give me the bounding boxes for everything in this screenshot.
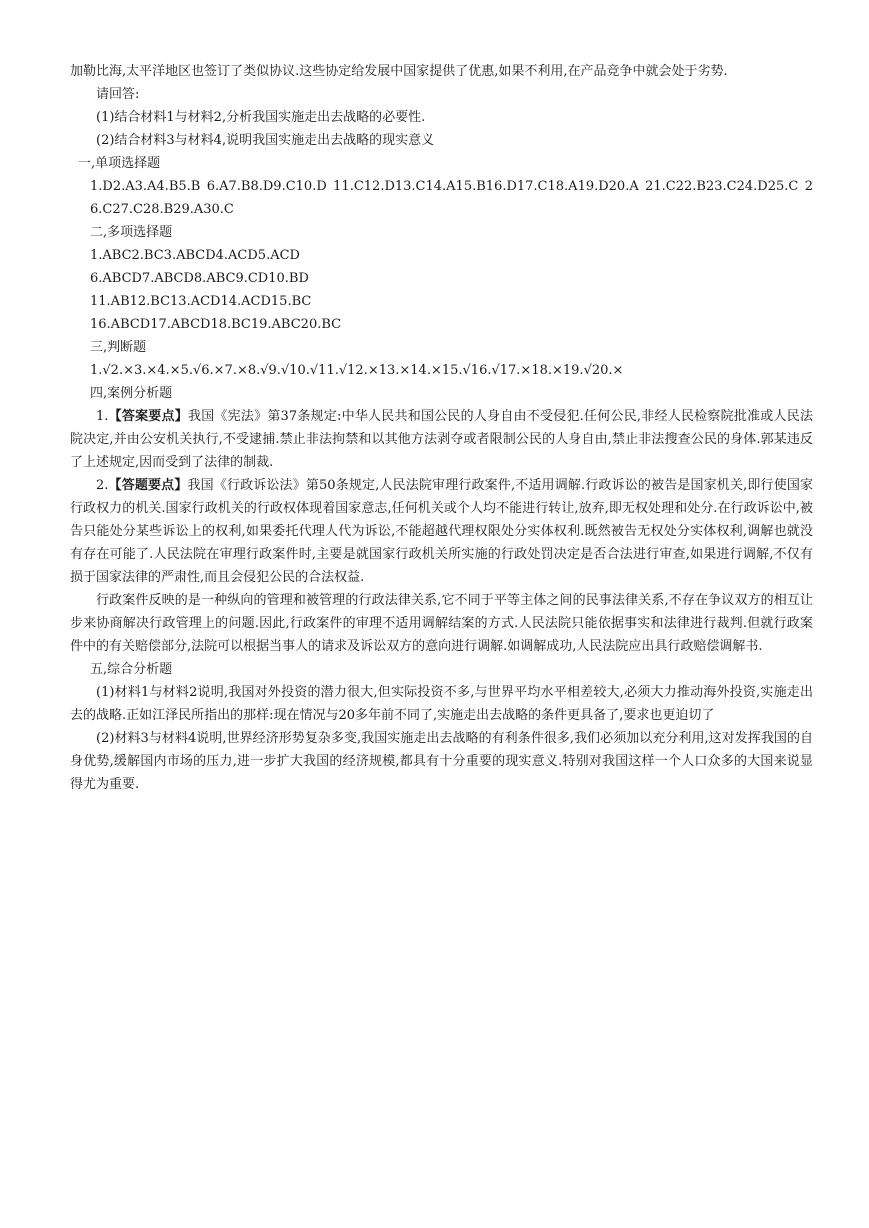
multiple-choice-answers-line-1: 1.ABC2.BC3.ABCD4.ACD5.ACD bbox=[90, 248, 300, 263]
question-1: (1)结合材料1与材料2,分析我国实施走出去战略的必要性. bbox=[96, 110, 426, 125]
section-true-false-heading: 三,判断题 bbox=[90, 340, 147, 355]
section-multiple-choice-heading: 二,多项选择题 bbox=[90, 225, 173, 240]
multiple-choice-answers-line-3: 11.AB12.BC13.ACD14.ACD15.BC bbox=[90, 294, 312, 309]
section-comprehensive-analysis-heading: 五,综合分析题 bbox=[90, 662, 173, 677]
case-answer-1 bbox=[70, 405, 813, 474]
question-prompt: 请回答: bbox=[96, 87, 140, 102]
multiple-choice-answers-line-4: 16.ABCD17.ABCD18.BC19.ABC20.BC bbox=[90, 317, 342, 332]
section-case-analysis-heading: 四,案例分析题 bbox=[90, 386, 173, 401]
comprehensive-answer-2: (2)材料3与材料4说明,世界经济形势复杂多变,我国实施走出去战略的有利条件很多,我们必须加以充分利用,这对发挥我国的自身优势,缓解国内市场的压力,进一步扩大我国的经济规模,都具有十分重要的现实意义.特别对我国这样一个人口众多的大国来说显得尤为重要. bbox=[70, 731, 813, 792]
case-answer-2-key-label: 【答题要点】 bbox=[108, 478, 188, 493]
section-single-choice-heading: 一,单项选择题 bbox=[78, 156, 161, 171]
single-choice-answers: 1.D2.A3.A4.B5.B 6.A7.B8.D9.C10.D 11.C12.D13.C14.A15.B16.D17.C18.A19.D20.A 21.C22.B23.C24.D25.C 26.C27.C28.B29.A30.C bbox=[90, 179, 813, 217]
case-answer-1-text: 我国《宪法》第37条规定:中华人民共和国公民的人身自由不受侵犯.任何公民,非经人民检察院批准或人民法院决定,并由公安机关执行,不受逮捕.禁止非法拘禁和以其他方法剥夺或者限制公民的人身自由,禁止非法搜查公民的身体.郭某违反了上述规定,因而受到了法律的制裁. bbox=[70, 409, 813, 470]
multiple-choice-answers-line-2: 6.ABCD7.ABCD8.ABC9.CD10.BD bbox=[90, 271, 309, 286]
case-answer-2-continued: 行政案件反映的是一种纵向的管理和被管理的行政法律关系,它不同于平等主体之间的民事法律关系,不存在争议双方的相互让步来协商解决行政管理上的问题.因此,行政案件的审理不适用调解结案的方式.人民法院只能依据事实和法律进行裁判.但就行政案件中的有关赔偿部分,法院可以根据当事人的请求及诉讼双方的意向进行调解.如调解成功,人民法院应出具行政赔偿调解书. bbox=[70, 593, 813, 654]
case-answer-1-key-label: 【答案要点】 bbox=[108, 409, 188, 424]
true-false-answers: 1.√2.×3.×4.×5.√6.×7.×8.√9.√10.√11.√12.×13.×14.×15.√16.√17.×18.×19.√20.× bbox=[90, 363, 624, 378]
intro-continued-text: 加勒比海,太平洋地区也签订了类似协议.这些协定给发展中国家提供了优惠,如果不利用,在产品竞争中就会处于劣势. bbox=[70, 64, 728, 79]
case-answer-1-number: 1. bbox=[96, 409, 109, 424]
comprehensive-answer-1: (1)材料1与材料2说明,我国对外投资的潜力很大,但实际投资不多,与世界平均水平相差较大,必须大力推动海外投资,实施走出去的战略.正如江泽民所指出的那样:现在情况与20多年前不同了,实施走出去战略的条件更具备了,要求也更迫切了 bbox=[70, 685, 813, 723]
case-answer-2 bbox=[70, 474, 813, 589]
case-answer-2-number: 2. bbox=[96, 478, 109, 493]
case-answer-2-text: 我国《行政诉讼法》第50条规定,人民法院审理行政案件,不适用调解.行政诉讼的被告是国家机关,即行使国家行政权力的机关.国家行政机关的行政权体现着国家意志,任何机关或个人均不能进行转让,放弃,即无权处理和处分.在行政诉讼中,被告只能处分某些诉讼上的权利,如果委托代理人代为诉讼,不能超越代理权限处分实体权利.既然被告无权处分实体权利,调解也就没有存在可能了.人民法院在审理行政案件时,主要是就国家行政机关所实施的行政处罚决定是否合法进行审查,如果进行调解,不仅有损于国家法律的严肃性,而且会侵犯公民的合法权益. bbox=[70, 478, 813, 585]
question-2: (2)结合材料3与材料4,说明我国实施走出去战略的现实意义 bbox=[96, 133, 435, 148]
